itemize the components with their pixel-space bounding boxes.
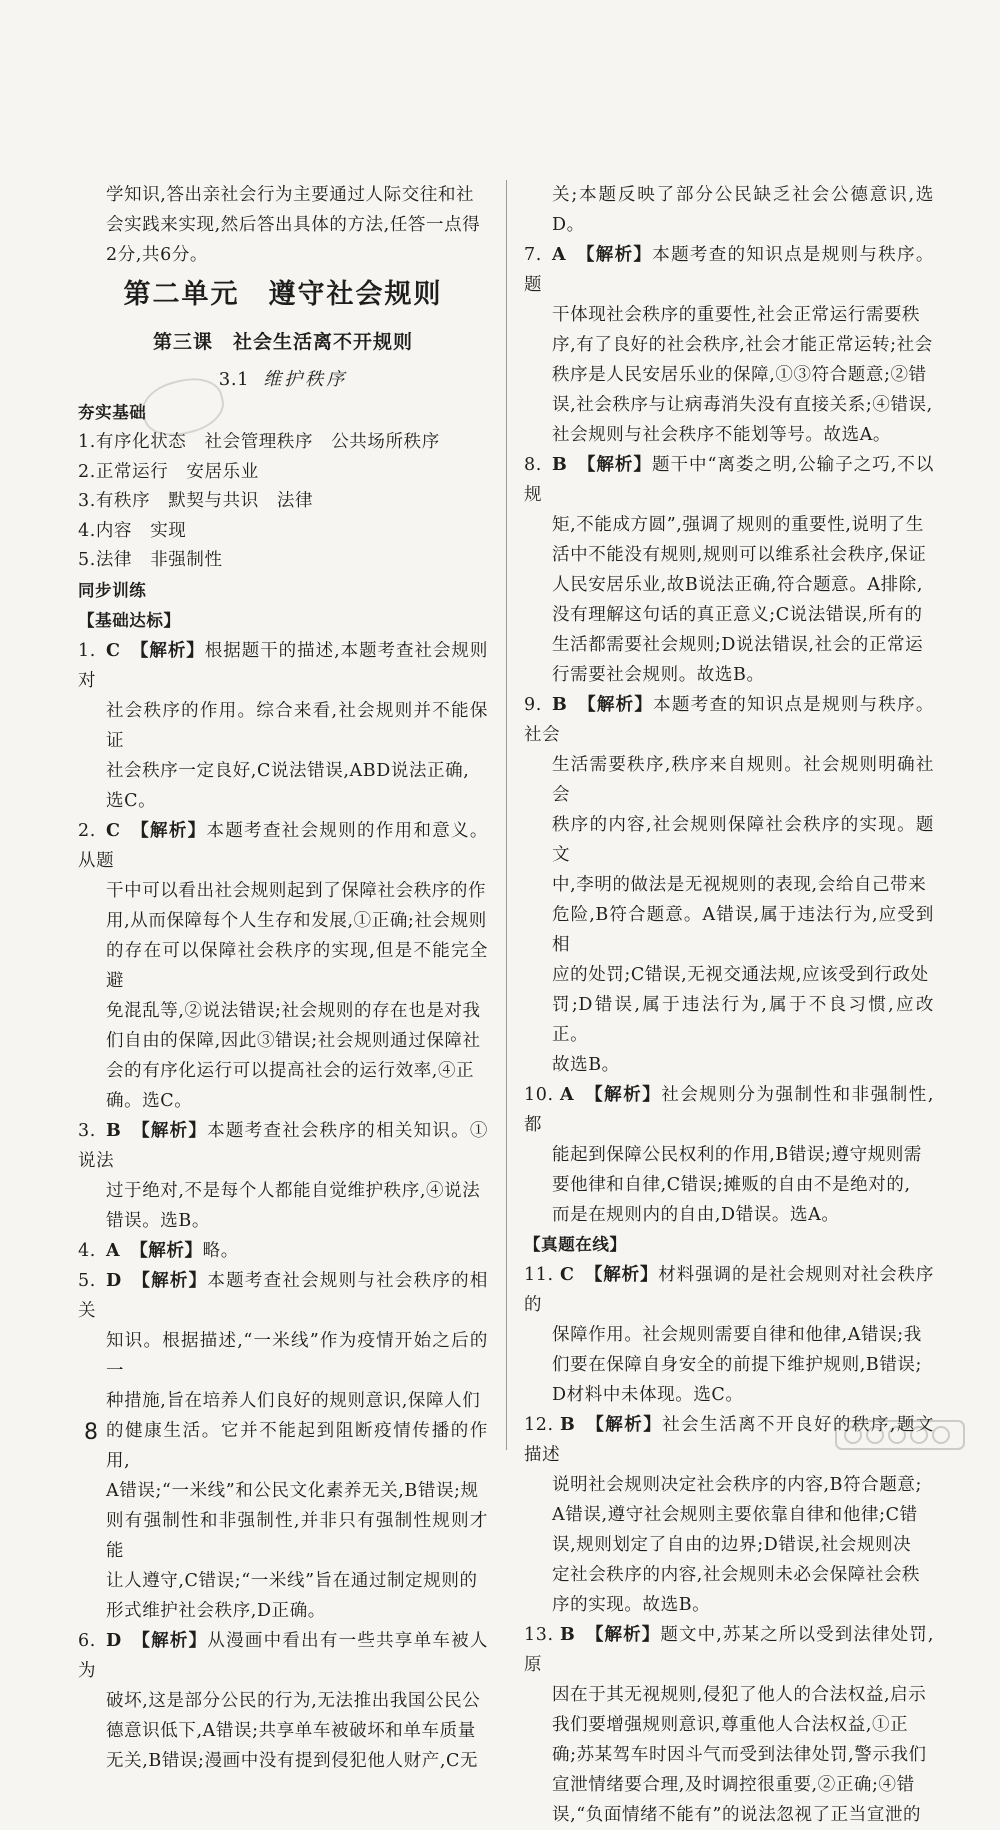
analysis-line: D材料中未体现。选C。 [552,1385,744,1405]
question-number: 1. [78,640,96,661]
analysis-line: 没有理解这句话的真正意义;C说法错误,所有的 [552,605,923,625]
basics-item-3: 3.有秩序 默契与共识 法律 [78,491,314,511]
basics-item-4: 4.内容 实现 [78,520,187,541]
analysis-line: 免混乱等,②说法错误;社会规则的存在也是对我 [106,1000,481,1021]
answer-letter: B [552,695,568,715]
analysis-tag: 【解析】 [131,1120,208,1141]
page-number: 8 [84,1420,98,1445]
sync-heading: 同步训练 [78,580,147,600]
lesson-title: 第三课 社会生活离不开规则 [152,331,413,353]
answer-letter: D [106,1270,122,1291]
analysis-text: 社会生活离不开良好的秩序,题文描述 [524,1415,934,1465]
analysis-line: 干体现社会秩序的重要性,社会正常运行需要秩 [552,305,921,325]
answer-letter: B [560,1625,576,1645]
analysis-line: 们自由的保障,因此③错误;社会规则通过保障社 [106,1030,481,1051]
question-item [78,1236,488,1266]
analysis-tag: 【解析】 [130,820,207,841]
answer-letter: B [560,1415,576,1435]
analysis-tag: 【解析】 [130,1240,203,1261]
question-item [78,636,488,696]
carry-over-line: 关;本题反映了部分公民缺乏社会公德意识,选D。 [552,185,934,235]
analysis-tag: 【解析】 [584,1265,659,1285]
analysis-line: 误,规则划定了自由的边界;D错误,社会规则决 [552,1535,912,1555]
question-number: 2. [78,820,96,841]
analysis-line: 确。选C。 [106,1090,193,1111]
analysis-line: 序,有了良好的社会秩序,社会才能正常运转;社会 [552,335,933,355]
analysis-tag: 【解析】 [131,1270,208,1291]
left-question-list [78,636,488,1776]
basics-item-2: 2.正常运行 安居乐业 [78,461,259,482]
question-item [78,1266,488,1326]
basic-standard-heading: 【基础达标】 [78,610,181,630]
analysis-text: 本题考查社会规则与社会秩序的相关 [78,1270,488,1321]
question-item [78,816,488,876]
question-number: 6. [78,1630,96,1651]
right-question-list [524,240,934,1230]
analysis-tag: 【解析】 [585,1625,661,1645]
answer-letter: D [106,1630,122,1651]
analysis-line: 们要在保障自身安全的前提下维护规则,B错误; [552,1355,923,1375]
question-item [78,1626,488,1686]
right-question-list-2 [524,1260,934,1830]
basics-item-5: 5.法律 非强制性 [78,550,223,570]
analysis-line: A错误,遵守社会规则主要依靠自律和他律;C错 [552,1505,918,1525]
analysis-line: 我们要增强规则意识,尊重他人合法权益,①正 [552,1715,909,1735]
analysis-line: 应的处罚;C错误,无视交通法规,应该受到行政处 [552,965,929,985]
section-title [78,362,488,398]
question-number: 8. [524,455,542,475]
analysis-tag: 【解析】 [131,1630,208,1651]
analysis-line: 要他律和自律,C错误;摊贩的自由不是绝对的, [552,1175,911,1195]
column-divider [506,180,507,1450]
analysis-line: 说明社会规则决定社会秩序的内容,B符合题意; [552,1475,923,1495]
analysis-line: 行需要社会规则。故选B。 [552,665,765,685]
analysis-line: 危险,B符合题意。A错误,属于违法行为,应受到相 [552,905,934,955]
analysis-line: 能起到保障公民权利的作用,B错误;遵守规则需 [552,1145,923,1165]
question-item [524,1080,934,1140]
analysis-text: 社会规则分为强制性和非强制性,都 [524,1085,935,1135]
analysis-line: 过于绝对,不是每个人都能自觉维护秩序,④说法 [106,1180,481,1201]
analysis-line: 生活需要秩序,秩序来自规则。社会规则明确社会 [552,755,934,805]
analysis-text: 本题考查社会秩序的相关知识。①说法 [78,1120,489,1171]
analysis-tag: 【解析】 [584,1085,662,1105]
analysis-line: 错误。选B。 [106,1210,210,1231]
analysis-line: 活中不能没有规则,规则可以维系社会秩序,保证 [552,545,927,565]
analysis-tag: 【解析】 [577,455,652,475]
answer-letter: A [560,1085,575,1105]
answer-letter: C [106,820,121,841]
analysis-text: 略。 [202,1240,239,1261]
basics-heading: 夯实基础 [78,403,147,422]
analysis-line: 用,从而保障每个人生存和发展,①正确;社会规则 [106,910,487,931]
analysis-tag: 【解析】 [585,1415,663,1435]
analysis-line: 的健康生活。它并不能起到阻断疫情传播的作用, [106,1420,488,1471]
analysis-text: 本题考查的知识点是规则与秩序。题 [524,245,934,295]
analysis-line: 的存在可以保障社会秩序的实现,但是不能完全避 [106,940,488,991]
analysis-line: 无关,B错误;漫画中没有提到侵犯他人财产,C无 [106,1750,479,1771]
analysis-line: 种措施,旨在培养人们良好的规则意识,保障人们 [106,1390,481,1411]
intro-line-2: 会实践来实现,然后答出具体的方法,任答一点得 [106,215,481,235]
unit-title: 第二单元 遵守社会规则 [123,279,443,310]
analysis-text: 本题考查的知识点是规则与秩序。社会 [524,695,935,745]
analysis-line: 矩,不能成方圆”,强调了规则的重要性,说明了生 [552,515,924,535]
question-number: 10. [524,1085,554,1105]
analysis-line: 误,社会秩序与让病毒消失没有直接关系;④错误, [552,395,933,415]
analysis-text: 题文中,苏某之所以受到法律处罚,原 [524,1625,934,1675]
question-item [524,450,934,510]
analysis-line: 中,李明的做法是无视规则的表现,会给自己带来 [552,875,927,895]
analysis-line: 社会秩序的作用。综合来看,社会规则并不能保证 [106,700,488,751]
analysis-line: 选C。 [106,790,157,811]
question-number: 3. [78,1120,96,1141]
analysis-line: 宣泄情绪要合理,及时调控很重要,②正确;④错 [552,1775,915,1795]
left-column [78,180,488,1776]
question-number: 9. [524,695,542,715]
analysis-line: 生活都需要社会规则;D说法错误,社会的正常运 [552,635,924,655]
analysis-line: 形式维护社会秩序,D正确。 [106,1600,326,1621]
analysis-line: 会的有序化运行可以提高社会的运行效率,④正 [106,1060,475,1081]
analysis-line: 破坏,这是部分公民的行为,无法推出我国公民公 [106,1690,481,1711]
answer-letter: A [106,1240,121,1261]
answer-letter: C [106,640,121,661]
analysis-line: 让人遵守,C错误;“一米线”旨在通过制定规则的 [106,1570,478,1591]
analysis-text: 本题考查社会规则的作用和意义。从题 [78,820,488,871]
basics-item-1: 1.有序化状态 社会管理秩序 公共场所秩序 [78,432,440,452]
analysis-tag: 【解析】 [130,640,205,661]
question-number: 5. [78,1270,96,1291]
analysis-line: 干中可以看出社会规则起到了保障社会秩序的作 [106,880,487,901]
analysis-line: 社会规则与社会秩序不能划等号。故选A。 [552,425,892,445]
analysis-text: 材料强调的是社会规则对社会秩序的 [524,1265,935,1315]
real-exam-heading: 【真题在线】 [524,1235,627,1254]
answer-letter: B [106,1120,122,1141]
answer-letter: B [552,455,568,475]
analysis-tag: 【解析】 [577,695,654,715]
question-item [524,240,934,300]
analysis-line: 知识。根据描述,“一米线”作为疫情开始之后的一 [106,1330,488,1381]
section-number: 3.1 [218,369,250,390]
answer-letter: C [560,1265,575,1285]
analysis-line: 定社会秩序的内容,社会规则未必会保障社会秩 [552,1565,921,1585]
intro-line-3: 2分,共6分。 [106,245,209,265]
analysis-line: 人民安居乐业,故B说法正确,符合题意。A排除, [552,575,923,595]
question-item [524,690,934,750]
section-name: 维护秩序 [263,369,348,390]
question-number: 4. [78,1240,96,1261]
intro-line-1: 学知识,答出亲社会行为主要通过人际交往和社 [106,185,475,205]
analysis-text: 根据题干的描述,本题考查社会规则对 [78,640,488,691]
question-item [78,1116,488,1176]
question-number: 11. [524,1265,554,1285]
analysis-text: 从漫画中看出有一些共享单车被人为 [78,1630,488,1681]
analysis-line: 社会秩序一定良好,C说法错误,ABD说法正确, [106,760,470,781]
question-number: 7. [524,245,542,265]
answer-letter: A [552,245,567,265]
analysis-line: 罚;D错误,属于违法行为,属于不良习惯,应改正。 [552,995,934,1045]
analysis-tag: 【解析】 [576,245,653,265]
analysis-line: 序的实现。故选B。 [552,1595,711,1615]
question-number: 12. [524,1415,554,1435]
analysis-line: 而是在规则内的自由,D错误。选A。 [552,1205,840,1225]
analysis-line: 保障作用。社会规则需要自律和他律,A错误;我 [552,1325,922,1345]
question-item [524,1410,934,1470]
analysis-text: 题干中“离娄之明,公输子之巧,不以规 [524,455,934,505]
question-item [524,1260,934,1320]
analysis-line: 故选B。 [552,1055,620,1075]
analysis-line: 因在于其无视规则,侵犯了他人的合法权益,启示 [552,1685,927,1705]
analysis-line: 秩序是人民安居乐业的保障,①③符合题意;②错 [552,365,927,385]
analysis-line: A错误;“一米线”和公民文化素养无关,B错误;规 [106,1480,479,1501]
question-number: 13. [524,1625,554,1645]
analysis-line: 秩序的内容,社会规则保障社会秩序的实现。题文 [552,815,934,865]
analysis-line: 误,“负面情绪不能有”的说法忽视了正当宣泄的 [552,1805,922,1825]
analysis-line: 则有强制性和非强制性,并非只有强制性规则才能 [106,1510,488,1561]
question-item [524,1620,934,1680]
right-column [524,180,934,1830]
analysis-line: 德意识低下,A错误;共享单车被破坏和单车质量 [106,1720,476,1741]
analysis-line: 确;苏某驾车时因斗气而受到法律处罚,警示我们 [552,1745,927,1765]
